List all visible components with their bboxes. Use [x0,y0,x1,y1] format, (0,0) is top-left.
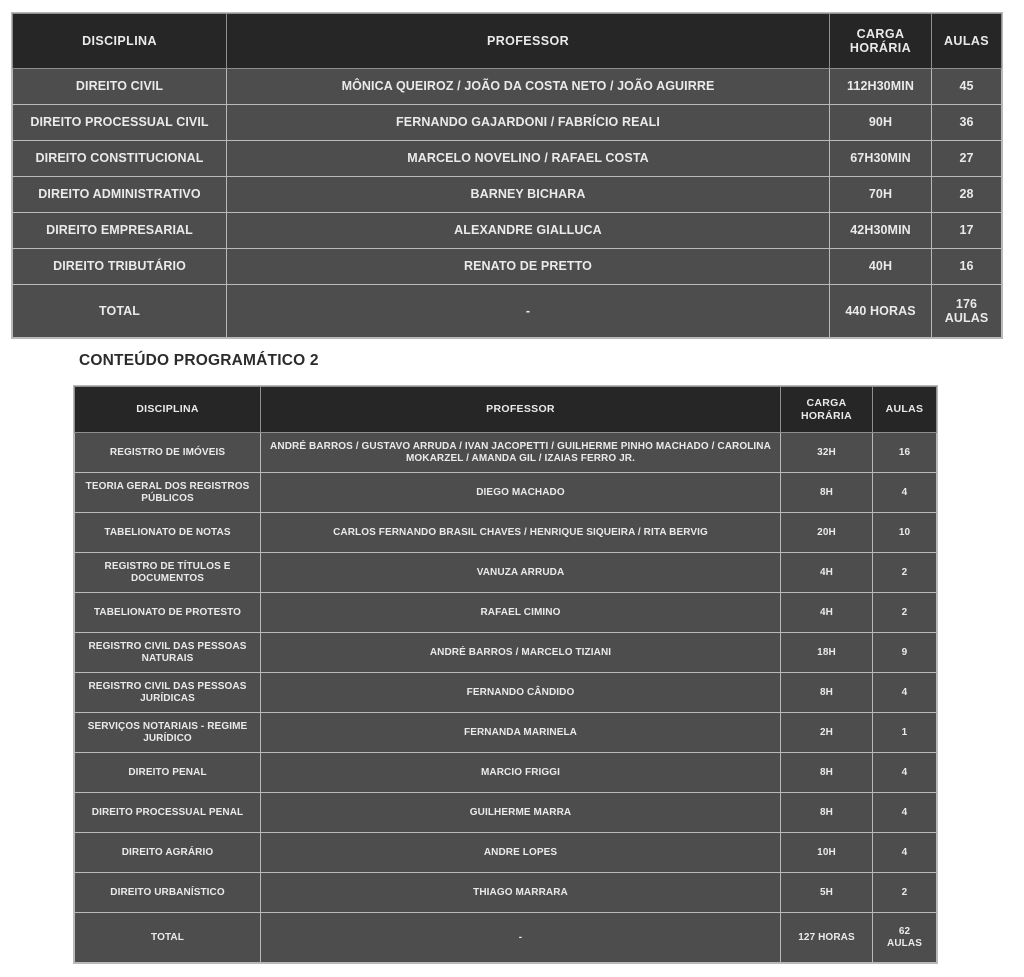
cell-disciplina: TABELIONATO DE NOTAS [75,513,261,553]
table-row [75,633,937,673]
cell-professor: FERNANDA MARINELA [261,713,781,753]
table-row [13,105,1002,141]
cell-disciplina: DIREITO EMPRESARIAL [13,213,227,249]
cell-professor: ANDRE LOPES [261,833,781,873]
table-header-row [13,14,1002,69]
table-body [13,69,1002,338]
cell-professor: VANUZA ARRUDA [261,553,781,593]
cell-aulas: 4 [873,793,937,833]
cell-aulas: 16 [932,249,1002,285]
table-row [75,553,937,593]
cell-carga-horaria: 40H [830,249,932,285]
cell-professor: RENATO DE PRETTO [227,249,830,285]
cell-total-aulas-value: 176 [955,296,978,311]
cell-carga-horaria: 10H [781,833,873,873]
table-row [75,873,937,913]
cell-professor: MARCIO FRIGGI [261,753,781,793]
cell-disciplina: REGISTRO CIVIL DAS PESSOAS NATURAIS [75,633,261,673]
column-header-carga-line2: HORÁRIA [849,41,912,55]
cell-professor: DIEGO MACHADO [261,473,781,513]
cell-disciplina: DIREITO TRIBUTÁRIO [13,249,227,285]
table-row [75,793,937,833]
cell-aulas: 4 [873,673,937,713]
table-header [13,14,1002,69]
table-total-row [75,913,937,963]
cell-carga-horaria: 4H [781,553,873,593]
cell-carga-horaria: 8H [781,753,873,793]
cell-professor: ANDRÉ BARROS / MARCELO TIZIANI [261,633,781,673]
cell-aulas: 17 [932,213,1002,249]
column-header-aulas: AULAS [873,387,937,433]
cell-aulas: 36 [932,105,1002,141]
cell-professor: CARLOS FERNANDO BRASIL CHAVES / HENRIQUE SIQUEIRA / RITA BERVIG [261,513,781,553]
cell-disciplina: TABELIONATO DE PROTESTO [75,593,261,633]
cell-carga-horaria: 8H [781,673,873,713]
cell-disciplina: DIREITO PROCESSUAL PENAL [75,793,261,833]
cell-professor: THIAGO MARRARA [261,873,781,913]
cell-professor: RAFAEL CIMINO [261,593,781,633]
table-row [13,141,1002,177]
table-header [75,387,937,433]
conteudo-programatico-2-table [74,386,937,963]
cell-total-professor: - [227,285,830,338]
column-header-disciplina: DISCIPLINA [75,387,261,433]
cell-carga-horaria: 8H [781,473,873,513]
cell-total-carga-horaria: 440 HORAS [830,285,932,338]
cell-professor: FERNANDO CÂNDIDO [261,673,781,713]
cell-carga-horaria: 5H [781,873,873,913]
column-header-carga-line2: HORÁRIA [800,409,853,422]
column-header-carga-line1: CARGA [856,26,905,41]
cell-aulas: 4 [873,753,937,793]
cell-total-label: TOTAL [13,285,227,338]
cell-total-aulas-unit: AULAS [944,311,989,325]
cell-total-carga-horaria: 127 HORAS [781,913,873,963]
cell-carga-horaria: 2H [781,713,873,753]
table-body [75,433,937,963]
table-row [75,593,937,633]
cell-aulas: 2 [873,593,937,633]
cell-professor: MÔNICA QUEIROZ / JOÃO DA COSTA NETO / JOÃO AGUIRRE [227,69,830,105]
cell-aulas: 27 [932,141,1002,177]
table-row [75,433,937,473]
cell-disciplina: DIREITO ADMINISTRATIVO [13,177,227,213]
table-row [75,713,937,753]
table-header-row [75,387,937,433]
cell-aulas: 45 [932,69,1002,105]
cell-disciplina: REGISTRO DE TÍTULOS E DOCUMENTOS [75,553,261,593]
column-header-aulas: AULAS [932,14,1002,69]
cell-aulas: 1 [873,713,937,753]
column-header-professor: PROFESSOR [227,14,830,69]
cell-carga-horaria: 67H30MIN [830,141,932,177]
cell-carga-horaria: 32H [781,433,873,473]
cell-professor: MARCELO NOVELINO / RAFAEL COSTA [227,141,830,177]
cell-professor: BARNEY BICHARA [227,177,830,213]
cell-disciplina: DIREITO URBANÍSTICO [75,873,261,913]
table-row [75,833,937,873]
cell-disciplina: DIREITO AGRÁRIO [75,833,261,873]
cell-aulas: 2 [873,553,937,593]
cell-aulas: 4 [873,833,937,873]
cell-aulas: 4 [873,473,937,513]
cell-carga-horaria: 42H30MIN [830,213,932,249]
cell-carga-horaria: 70H [830,177,932,213]
table-row [13,177,1002,213]
cell-total-label: TOTAL [75,913,261,963]
cell-professor: GUILHERME MARRA [261,793,781,833]
cell-disciplina: TEORIA GERAL DOS REGISTROS PÚBLICOS [75,473,261,513]
cell-professor: ALEXANDRE GIALLUCA [227,213,830,249]
cell-aulas: 10 [873,513,937,553]
column-header-professor: PROFESSOR [261,387,781,433]
cell-disciplina: REGISTRO CIVIL DAS PESSOAS JURÍDICAS [75,673,261,713]
cell-disciplina: DIREITO CIVIL [13,69,227,105]
cell-total-aulas-unit: AULAS [887,937,922,949]
cell-carga-horaria: 18H [781,633,873,673]
column-header-disciplina: DISCIPLINA [13,14,227,69]
cell-carga-horaria: 112H30MIN [830,69,932,105]
cell-disciplina: DIREITO PENAL [75,753,261,793]
column-header-carga-line1: CARGA [806,397,847,410]
cell-total-aulas [932,285,1002,338]
table-row [75,473,937,513]
cell-aulas: 2 [873,873,937,913]
table-total-row [13,285,1002,338]
cell-disciplina: DIREITO CONSTITUCIONAL [13,141,227,177]
cell-disciplina: REGISTRO DE IMÓVEIS [75,433,261,473]
table-row [13,249,1002,285]
cell-aulas: 28 [932,177,1002,213]
column-header-carga-horaria [781,387,873,433]
cell-total-aulas [873,913,937,963]
cell-aulas: 9 [873,633,937,673]
table-row [13,213,1002,249]
table-row [13,69,1002,105]
cell-total-professor: - [261,913,781,963]
table-row [75,513,937,553]
cell-carga-horaria: 8H [781,793,873,833]
conteudo-programatico-1-table [12,13,1002,338]
cell-disciplina: DIREITO PROCESSUAL CIVIL [13,105,227,141]
cell-carga-horaria: 20H [781,513,873,553]
cell-total-aulas-value: 62 [898,926,911,937]
cell-aulas: 16 [873,433,937,473]
cell-professor: FERNANDO GAJARDONI / FABRÍCIO REALI [227,105,830,141]
table-row [75,753,937,793]
table-row [75,673,937,713]
section-heading-conteudo-programatico-2: CONTEÚDO PROGRAMÁTICO 2 [79,352,319,369]
column-header-carga-horaria [830,14,932,69]
cell-professor: ANDRÉ BARROS / GUSTAVO ARRUDA / IVAN JACOPETTI / GUILHERME PINHO MACHADO / CAROLINA MOKARZEL / AMANDA GIL / IZAIAS FERRO JR. [261,433,781,473]
cell-carga-horaria: 4H [781,593,873,633]
cell-disciplina: SERVIÇOS NOTARIAIS - REGIME JURÍDICO [75,713,261,753]
cell-carga-horaria: 90H [830,105,932,141]
